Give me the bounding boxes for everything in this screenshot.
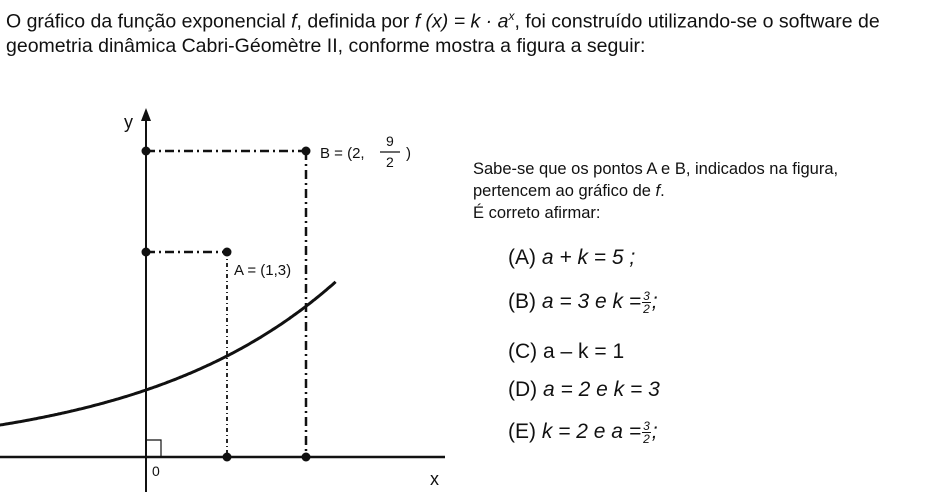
option-a[interactable] bbox=[508, 246, 635, 270]
point-y-b bbox=[142, 147, 151, 156]
origin-label: 0 bbox=[152, 463, 160, 479]
option-e[interactable] bbox=[508, 420, 658, 445]
fraction-denominator: 2 bbox=[643, 432, 650, 446]
option-c[interactable] bbox=[508, 340, 624, 364]
option-text: k = 2 e a = bbox=[541, 420, 642, 444]
option-text: a + k = 5 ; bbox=[541, 246, 636, 269]
exponential-graph bbox=[0, 100, 460, 498]
point-x-b bbox=[302, 453, 311, 462]
intro-line-1 bbox=[6, 4, 931, 34]
intro-text: , foi construído utilizando-se o software de bbox=[514, 10, 880, 33]
question-statement bbox=[473, 158, 925, 224]
intro-line-2: geometria dinâmica Cabri-Géomètre II, conforme mostra a figura a seguir: bbox=[6, 34, 646, 57]
statement-text: . bbox=[660, 182, 665, 200]
statement-function-name: f bbox=[655, 182, 661, 200]
point-x-a bbox=[223, 453, 232, 462]
option-text: a = 3 e k = bbox=[541, 290, 642, 314]
option-text-end: ; bbox=[651, 420, 658, 444]
intro-text: O gráfico da função exponencial bbox=[6, 10, 292, 33]
statement-text: pertencem ao gráfico de bbox=[473, 182, 656, 200]
option-text-end: ; bbox=[651, 290, 658, 314]
question-intro bbox=[6, 4, 931, 58]
statement-line-3: É correto afirmar: bbox=[473, 204, 601, 222]
point-b-frac-num: 9 bbox=[386, 133, 394, 149]
y-axis-label: y bbox=[124, 112, 133, 132]
option-letter: (D) bbox=[508, 378, 538, 401]
fraction-numerator: 3 bbox=[643, 289, 650, 303]
point-b-label-prefix: B = (2, bbox=[320, 145, 365, 162]
point-b bbox=[302, 147, 311, 156]
point-a-label: A = (1,3) bbox=[234, 262, 292, 279]
point-b-frac-den: 2 bbox=[386, 154, 394, 170]
option-d[interactable] bbox=[508, 378, 660, 402]
option-letter: (B) bbox=[508, 290, 536, 314]
option-b[interactable] bbox=[508, 290, 658, 315]
x-axis-label: x bbox=[430, 469, 439, 489]
option-letter: (E) bbox=[508, 420, 536, 444]
option-text: a – k = 1 bbox=[543, 340, 625, 363]
option-letter: (C) bbox=[508, 340, 538, 363]
point-b-label-suffix: ) bbox=[406, 145, 411, 162]
right-angle-marker bbox=[146, 440, 161, 457]
intro-formula-exponent: x bbox=[508, 9, 515, 23]
point-y-a bbox=[142, 248, 151, 257]
statement-line-2 bbox=[473, 180, 925, 202]
option-fraction bbox=[642, 290, 651, 315]
point-a bbox=[223, 248, 232, 257]
fraction-numerator: 3 bbox=[643, 419, 650, 433]
y-axis-arrow bbox=[141, 108, 151, 121]
exponential-graph-figure bbox=[0, 100, 460, 498]
intro-formula: f (x) = k · a bbox=[414, 10, 509, 33]
option-text: a = 2 e k = 3 bbox=[543, 378, 660, 401]
fraction-denominator: 2 bbox=[643, 302, 650, 316]
exponential-curve bbox=[0, 282, 336, 426]
option-fraction bbox=[642, 420, 651, 445]
option-letter: (A) bbox=[508, 246, 536, 269]
intro-text: , definida por bbox=[296, 10, 415, 33]
intro-function-name: f bbox=[291, 10, 297, 33]
statement-line-1: Sabe-se que os pontos A e B, indicados na figura, bbox=[473, 160, 839, 178]
